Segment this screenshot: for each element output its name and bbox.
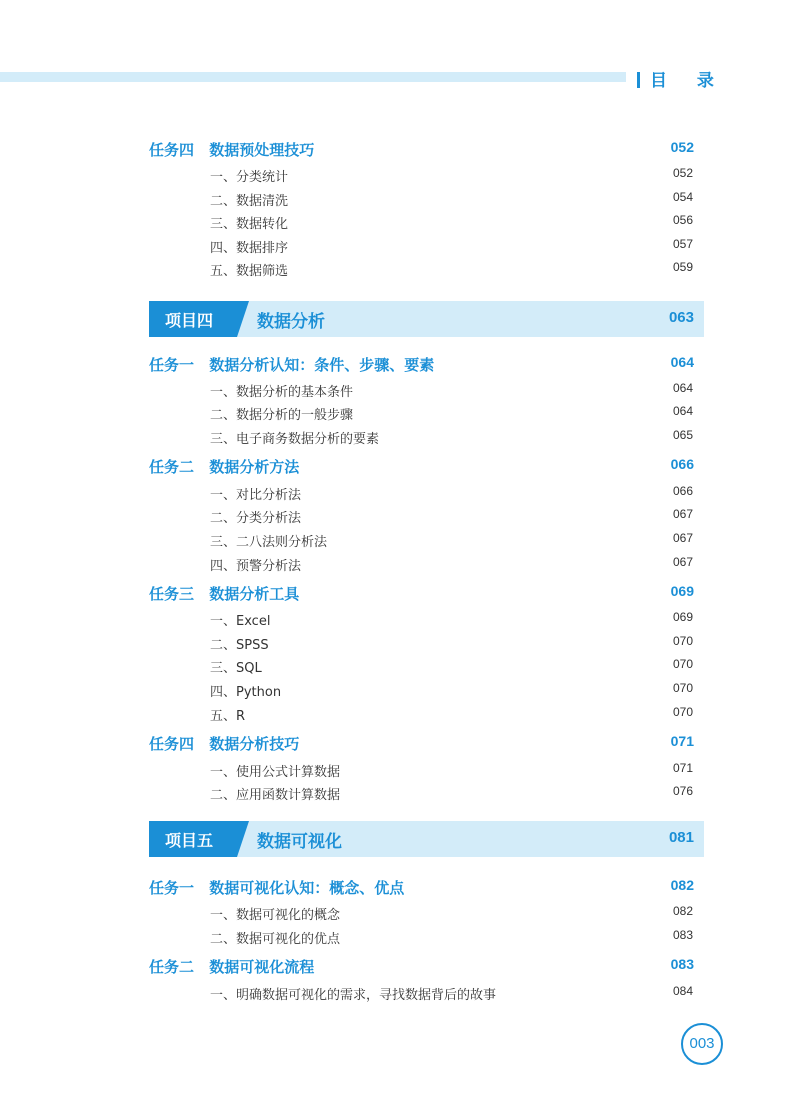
entry-page: 064 bbox=[670, 354, 694, 370]
project-banner bbox=[149, 301, 704, 337]
header-bar bbox=[0, 72, 626, 82]
entry-page: 070 bbox=[672, 634, 693, 648]
entry-page: 069 bbox=[670, 583, 694, 599]
entry-label: 二、数据清洗 bbox=[210, 194, 289, 209]
entry-page: 059 bbox=[672, 260, 693, 274]
entry-page: 066 bbox=[672, 484, 693, 498]
entry-page: 067 bbox=[672, 531, 693, 545]
entry-label: 二、数据可视化的优点 bbox=[210, 932, 341, 947]
entry-label: 任务三 数据分析工具 bbox=[149, 585, 300, 603]
entry-label: 三、数据转化 bbox=[210, 217, 289, 232]
entry-label: 一、明确数据可视化的需求，寻找数据背后的故事 bbox=[210, 988, 497, 1003]
project-number: 项目四 bbox=[165, 311, 214, 330]
project-page: 063 bbox=[668, 309, 694, 326]
entry-label: 二、SPSS bbox=[210, 638, 269, 653]
entry-label: 三、二八法则分析法 bbox=[210, 535, 328, 550]
project-title: 数据分析 bbox=[257, 312, 325, 332]
entry-label: 任务一 数据分析认知：条件、步骤、要素 bbox=[149, 356, 435, 374]
entry-label: 一、数据分析的基本条件 bbox=[210, 385, 354, 400]
entry-label: 三、SQL bbox=[210, 661, 262, 676]
page-number: 003 bbox=[681, 1023, 723, 1065]
entry-label: 一、分类统计 bbox=[210, 170, 289, 185]
entry-label: 五、R bbox=[210, 709, 246, 724]
entry-page: 076 bbox=[672, 784, 693, 798]
entry-label: 任务二 数据分析方法 bbox=[149, 458, 300, 476]
entry-label: 二、应用函数计算数据 bbox=[210, 788, 341, 803]
project-title: 数据可视化 bbox=[257, 832, 342, 852]
entry-page: 052 bbox=[670, 139, 694, 155]
entry-label: 三、电子商务数据分析的要素 bbox=[210, 432, 380, 447]
project-page: 081 bbox=[668, 829, 694, 846]
entry-label: 四、Python bbox=[210, 685, 282, 700]
entry-label: 一、使用公式计算数据 bbox=[210, 765, 341, 780]
entry-page: 065 bbox=[672, 428, 693, 442]
entry-page: 071 bbox=[672, 761, 693, 775]
entry-label: 任务二 数据可视化流程 bbox=[149, 958, 315, 976]
entry-label: 任务一 数据可视化认知：概念、优点 bbox=[149, 879, 405, 897]
entry-page: 066 bbox=[670, 456, 694, 472]
project-number: 项目五 bbox=[165, 831, 214, 850]
entry-page: 064 bbox=[672, 381, 693, 395]
entry-page: 071 bbox=[670, 733, 694, 749]
entry-page: 070 bbox=[672, 705, 693, 719]
entry-page: 083 bbox=[672, 928, 693, 942]
entry-page: 082 bbox=[672, 904, 693, 918]
entry-page: 084 bbox=[672, 984, 693, 998]
entry-label: 任务四 数据分析技巧 bbox=[149, 735, 300, 753]
page-title: 目 录 bbox=[650, 71, 726, 91]
project-banner bbox=[149, 821, 704, 857]
entry-page: 064 bbox=[672, 404, 693, 418]
entry-label: 二、分类分析法 bbox=[210, 511, 302, 526]
entry-label: 一、数据可视化的概念 bbox=[210, 908, 341, 923]
entry-label: 四、数据排序 bbox=[210, 241, 289, 256]
entry-page: 070 bbox=[672, 681, 693, 695]
entry-page: 057 bbox=[672, 237, 693, 251]
entry-page: 067 bbox=[672, 555, 693, 569]
entry-label: 二、数据分析的一般步骤 bbox=[210, 408, 354, 423]
entry-label: 任务四 数据预处理技巧 bbox=[149, 141, 315, 159]
entry-label: 一、对比分析法 bbox=[210, 488, 302, 503]
entry-page: 054 bbox=[672, 190, 693, 204]
entry-page: 082 bbox=[670, 877, 694, 893]
header-divider bbox=[637, 72, 640, 88]
entry-page: 083 bbox=[670, 956, 694, 972]
entry-label: 四、预警分析法 bbox=[210, 559, 302, 574]
entry-page: 069 bbox=[672, 610, 693, 624]
entry-page: 052 bbox=[672, 166, 693, 180]
entry-page: 070 bbox=[672, 657, 693, 671]
entry-page: 056 bbox=[672, 213, 693, 227]
entry-label: 一、Excel bbox=[210, 614, 271, 629]
entry-page: 067 bbox=[672, 507, 693, 521]
entry-label: 五、数据筛选 bbox=[210, 264, 289, 279]
